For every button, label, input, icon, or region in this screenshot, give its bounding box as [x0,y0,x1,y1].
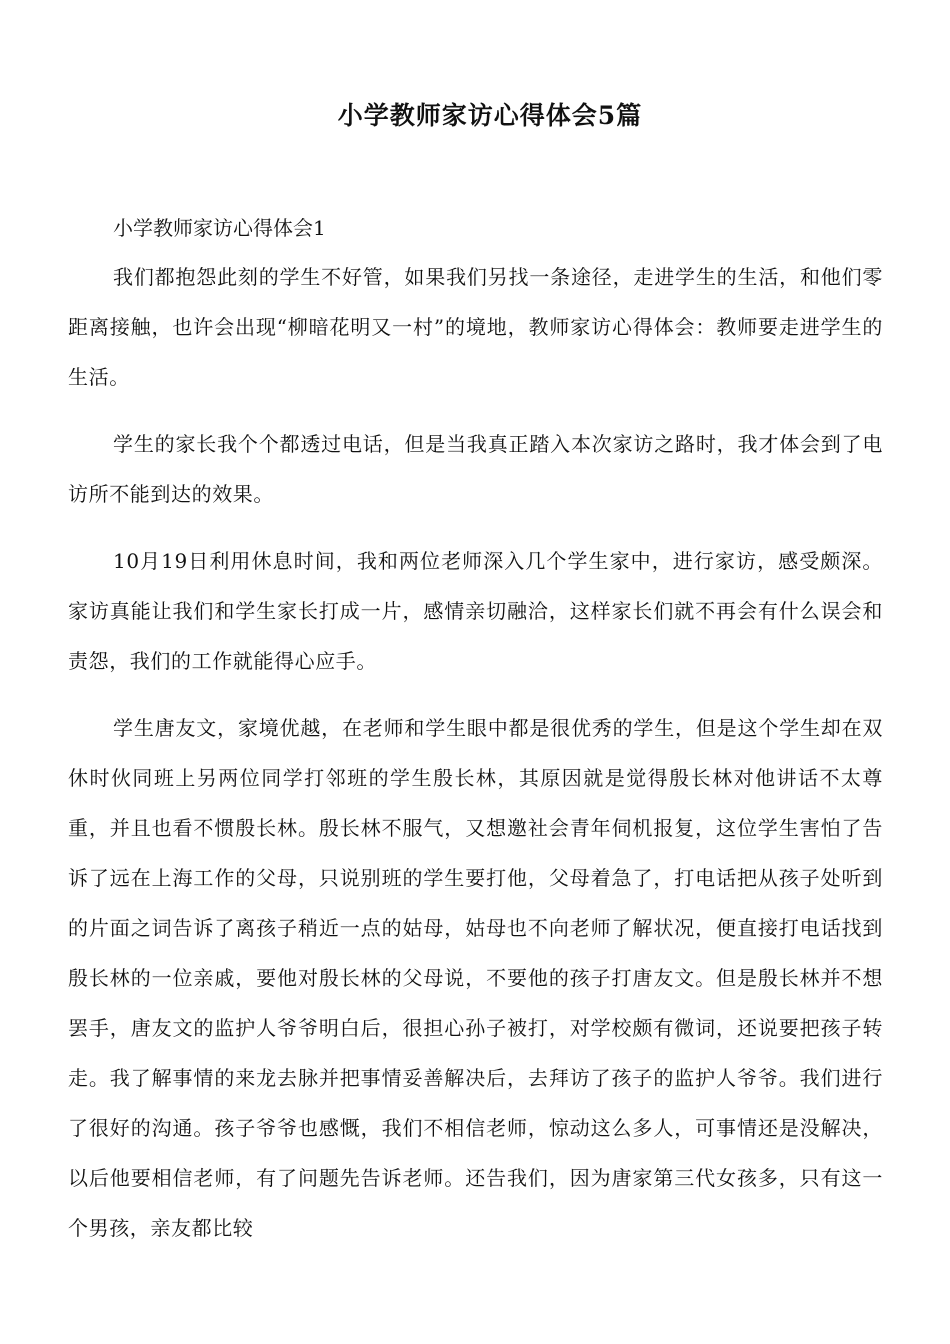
section-heading: 小学教师家访心得体会1 [113,216,326,240]
paragraph-2: 学生的家长我个个都透过电话，但是当我真正踏入本次家访之路时，我才体会到了电访所不能到达的效果。 [68,432,883,506]
document-title: 小学教师家访心得体会5篇 [337,101,643,130]
paragraph-4: 学生唐友文，家境优越，在老师和学生眼中都是很优秀的学生，但是这个学生却在双休时伙同班上另两位同学打邻班的学生殷长林，其原因就是觉得殷长林对他讲话不太尊重，并且也看不惯殷长林。殷长林不服气，又想邀社会青年伺机报复，这位学生害怕了告诉了远在上海工作的父母，只说别班的学生要打他，父母着急了，打电话把从孩子处听到的片面之词告诉了离孩子稍近一点的姑母，姑母也不向老师了解状况，便直接打电话找到殷长林的一位亲戚，要他对殷长林的父母说，不要他的孩子打唐友文。但是殷长林并不想罢手，唐友文的监护人爷爷明白后，很担心孙子被打，对学校颇有微词，还说要把孩子转走。我了解事情的来龙去脉并把事情妥善解决后，去拜访了孩子的监护人爷爷。我们进行了很好的沟通。孩子爷爷也感慨，我们不相信老师，惊动这么多人，可事情还是没解决，以后他要相信老师，有了问题先告诉老师。还告我们，因为唐家第三代女孩多，只有这一个男孩，亲友都比较 [68,716,883,1240]
paragraph-1: 我们都抱怨此刻的学生不好管，如果我们另找一条途径，走进学生的生活，和他们零距离接触，也许会出现“柳暗花明又一村”的境地，教师家访心得体会：教师要走进学生的生活。 [68,265,883,389]
paragraph-3: 10月19日利用休息时间，我和两位老师深入几个学生家中，进行家访，感受颇深。家访真能让我们和学生家长打成一片，感情亲切融洽，这样家长们就不再会有什么误会和责怨，我们的工作就能得心应手。 [68,549,883,673]
document-body [68,214,883,1270]
